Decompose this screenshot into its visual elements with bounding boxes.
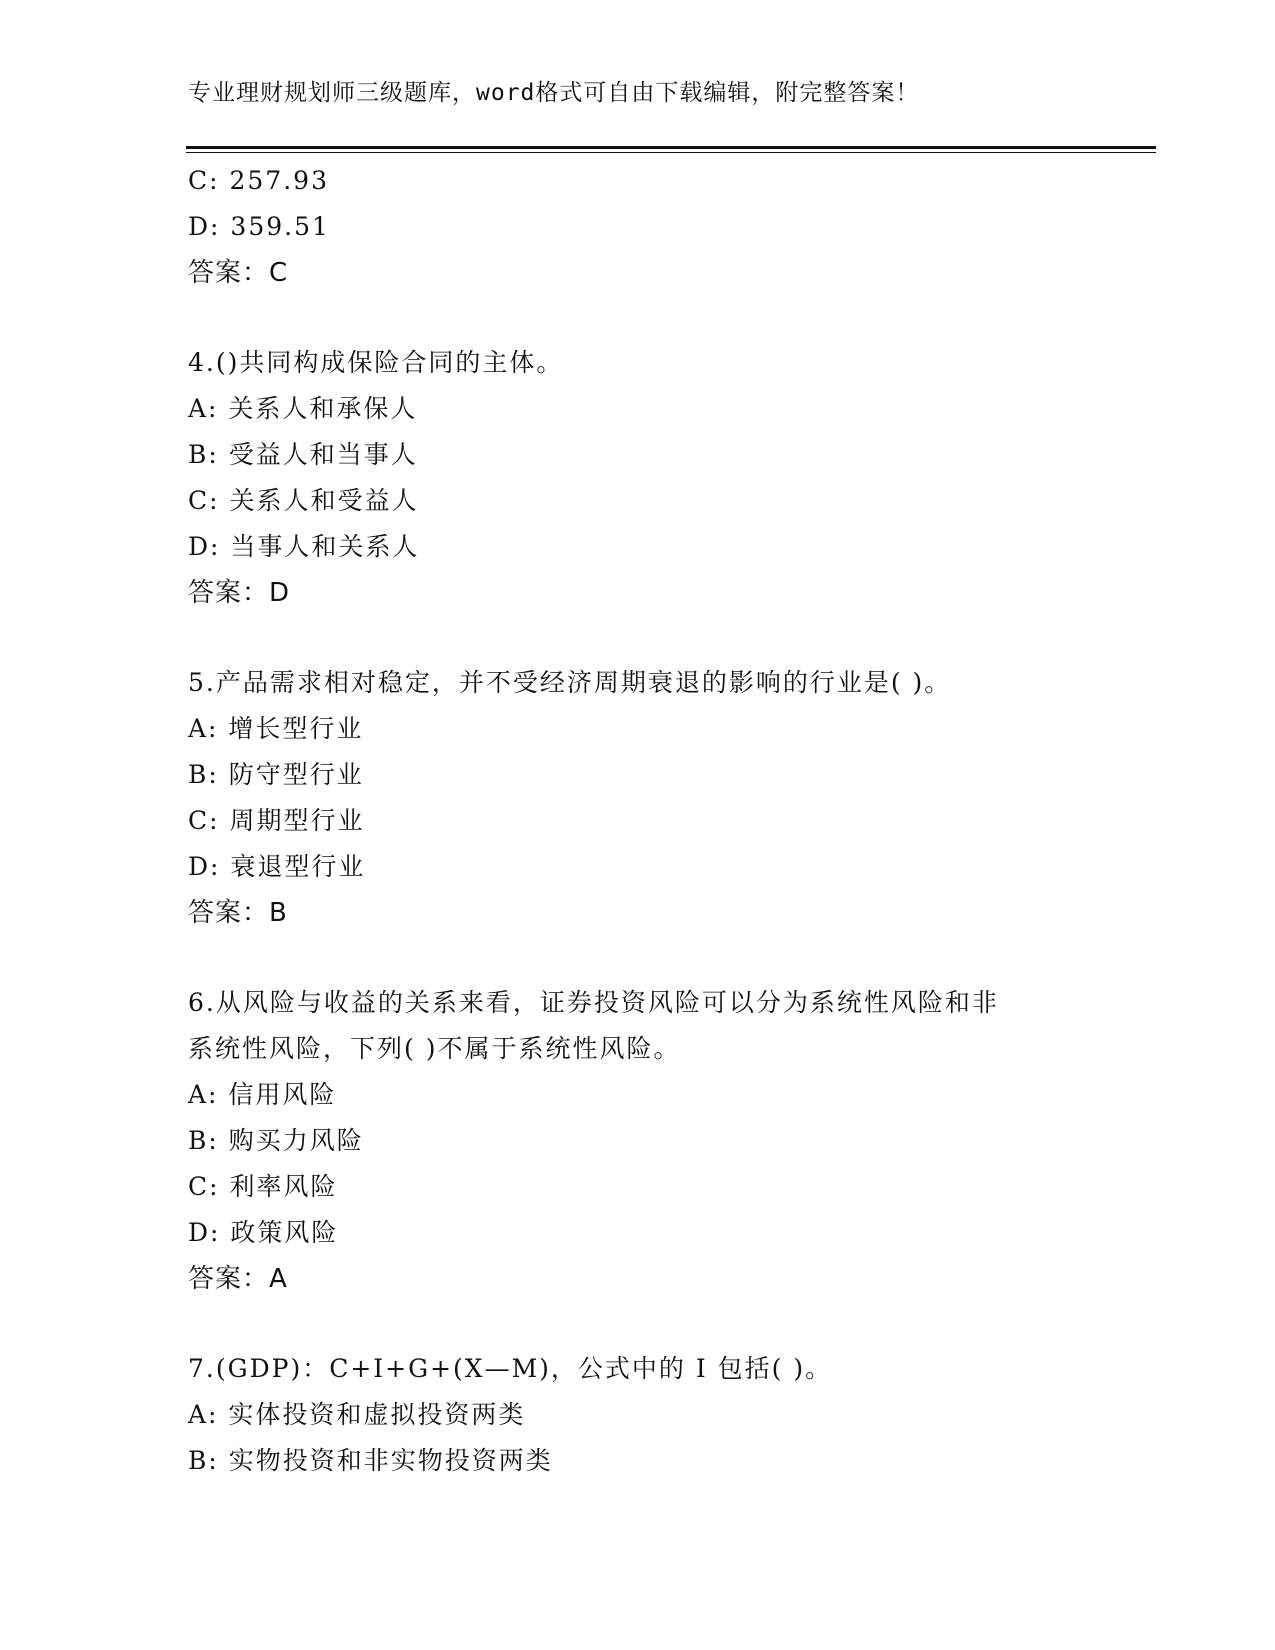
- option-a: A: 关系人和承保人: [188, 394, 418, 423]
- answer-line: 答案：A: [188, 1264, 288, 1294]
- answer-line: 答案：D: [188, 578, 291, 608]
- question-content: [188, 158, 1178, 1484]
- answer-line: 答案：C: [188, 258, 289, 288]
- question-stem: 4.()共同构成保险合同的主体。: [188, 348, 564, 377]
- option-b: B: 防守型行业: [188, 760, 364, 789]
- question-6: [188, 980, 1178, 1302]
- option-b: B: 购买力风险: [188, 1126, 364, 1155]
- option-c: C: 257.93: [188, 166, 329, 195]
- option-a: A: 信用风险: [188, 1080, 337, 1109]
- question-continued: [188, 158, 1178, 296]
- page-header: 专业理财规划师三级题库，word格式可自由下载编辑，附完整答案！: [188, 80, 920, 106]
- option-c: C: 利率风险: [188, 1172, 338, 1201]
- question-stem: 7.(GDP)：C+I+G+(X—M)，公式中的 I 包括( )。: [188, 1354, 833, 1383]
- question-4: [188, 340, 1178, 616]
- option-c: C: 周期型行业: [188, 806, 365, 835]
- option-d: D: 359.51: [188, 212, 330, 241]
- option-b: B: 受益人和当事人: [188, 440, 418, 469]
- answer-line: 答案：B: [188, 898, 288, 928]
- option-d: D: 政策风险: [188, 1218, 339, 1247]
- question-7: [188, 1346, 1178, 1484]
- option-a: A: 增长型行业: [188, 714, 364, 743]
- question-stem: 5.产品需求相对稳定，并不受经济周期衰退的影响的行业是( )。: [188, 668, 952, 697]
- option-b: B: 实物投资和非实物投资两类: [188, 1446, 553, 1475]
- question-stem: 6.从风险与收益的关系来看，证券投资风险可以分为系统性风险和非: [188, 988, 999, 1017]
- option-a: A: 实体投资和虚拟投资两类: [188, 1400, 526, 1429]
- option-d: D: 衰退型行业: [188, 852, 366, 881]
- question-5: [188, 660, 1178, 936]
- header-rule-thick: [186, 146, 1156, 149]
- question-stem-continued: 系统性风险，下列( )不属于系统性风险。: [188, 1034, 681, 1063]
- header-rule-thin: [186, 152, 1156, 153]
- option-d: D: 当事人和关系人: [188, 532, 420, 561]
- option-c: C: 关系人和受益人: [188, 486, 419, 515]
